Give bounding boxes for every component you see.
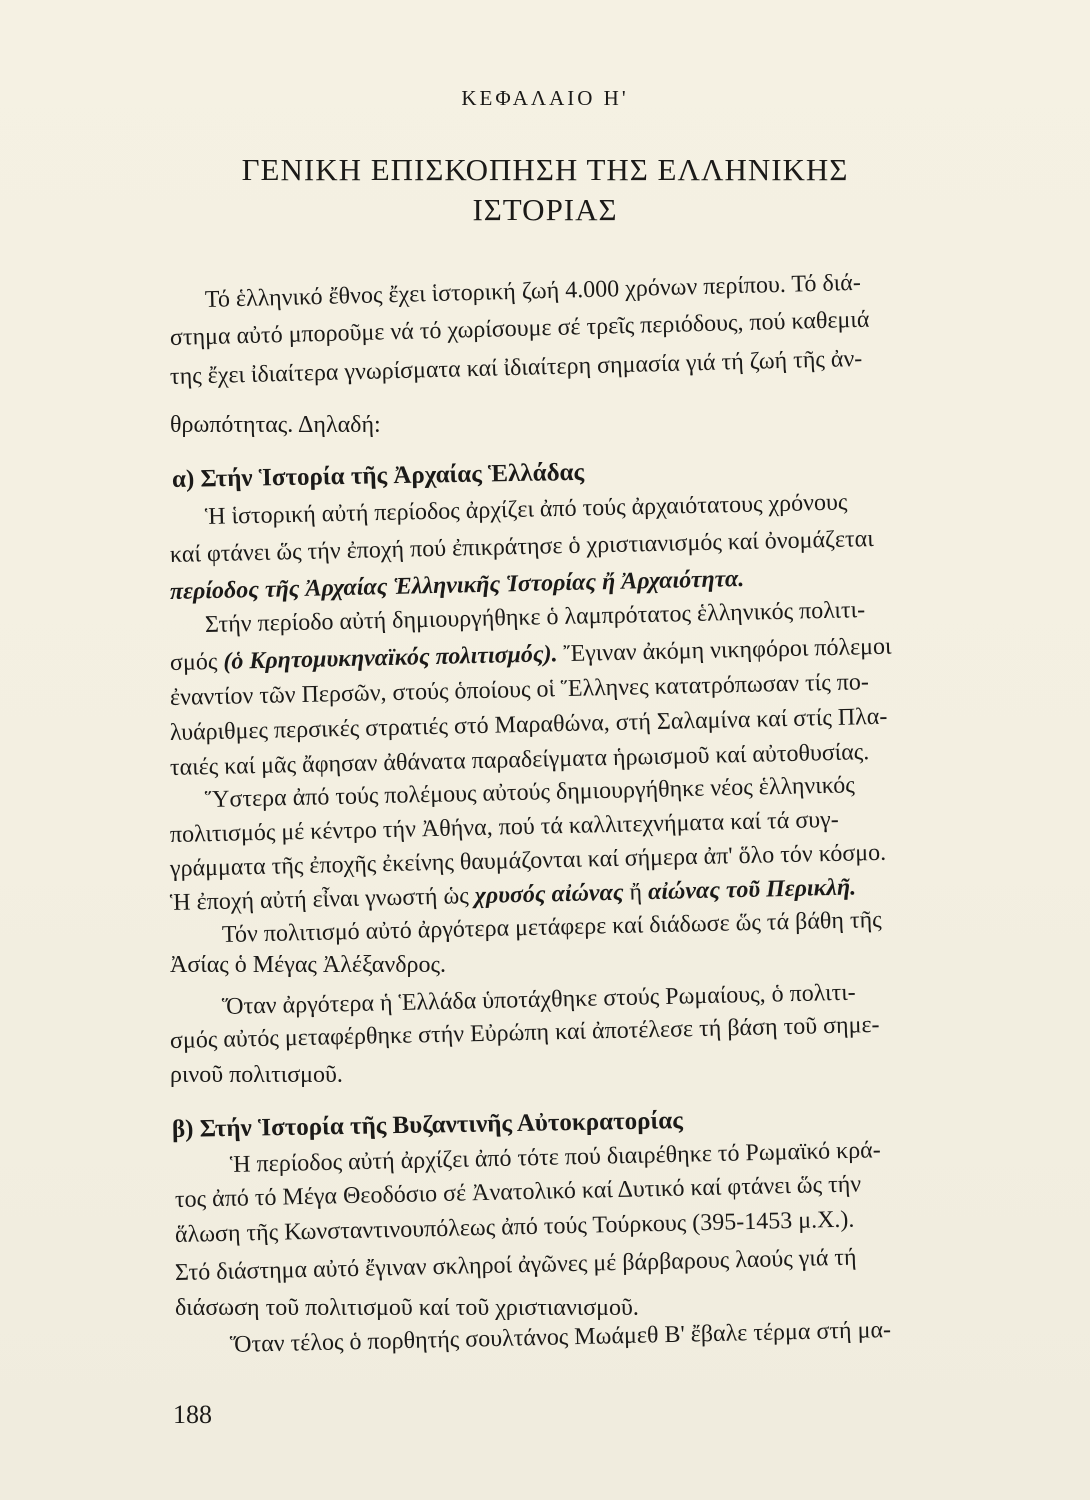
- emphasis-text: αἰώνας τοῦ Περικλῆ.: [647, 874, 857, 906]
- intro-line: της ἔχει ἰδιαίτερα γνωρίσματα καί ἰδιαίτερη σημασία γιά τή ζωή τῆς ἀν-: [169, 345, 863, 390]
- section-b-line: τος ἀπό τό Μέγα Θεοδόσιο σέ Ἀνατολικό καί Δυτικό καί φτάνει ὥς τήν: [174, 1171, 862, 1213]
- section-b-line: διάσωση τοῦ πολιτισμοῦ καί τοῦ χριστιανισμοῦ.: [175, 1295, 639, 1321]
- chapter-title-line-2: ΙΣΤΟΡΙΑΣ: [472, 192, 618, 227]
- section-b-title: β) Στήν Ἱστορία τῆς Βυζαντινῆς Αὐτοκρατορίας: [171, 1107, 683, 1143]
- section-b-line: Στό διάστημα αὐτό ἔγιναν σκληροί ἀγῶνες μέ βάρβαρους λαούς γιά τή: [174, 1244, 857, 1286]
- section-a-line: ταιές καί μᾶς ἄφησαν ἀθάνατα παραδείγματα ἡρωισμοῦ καί αὐτοθυσίας.: [169, 739, 870, 781]
- section-a-line: ρινοῦ πολιτισμοῦ.: [170, 1062, 343, 1088]
- page-number: 188: [173, 1400, 212, 1429]
- emphasis-text: χρυσός αἰώνας: [474, 879, 624, 910]
- chapter-title: [0, 150, 1090, 230]
- chapter-label: ΚΕΦΑΛΑΙΟ Η': [461, 86, 629, 110]
- section-a-line: Ὅταν ἀργότερα ἡ Ἑλλάδα ὑποτάχθηκε στούς Ρωμαίους, ὁ πολιτι-: [221, 979, 856, 1020]
- text-run: Ἡ ἐποχή αὐτή εἶναι γνωστή ὡς: [169, 883, 475, 916]
- section-a-line: σμός αὐτός μεταφέρθηκε στήν Εὐρώπη καί ἀποτέλεσε τή βάση τοῦ σημε-: [169, 1011, 880, 1054]
- section-a-line: Τόν πολιτισμό αὐτό ἀργότερα μετάφερε καί διάδωσε ὥς τά βάθη τῆς: [221, 907, 882, 948]
- section-a-line: Στήν περίοδο αὐτή δημιουργήθηκε ὁ λαμπρότατος ἑλληνικός πολιτι-: [204, 597, 866, 638]
- section-a-line: πολιτισμός μέ κέντρο τήν Ἀθήνα, πού τά καλλιτεχνήματα καί τά συγ-: [169, 806, 839, 848]
- section-a-line: καί φτάνει ὥς τήν ἐποχή πού ἐπικράτησε ὁ χριστιανισμός καί ὀνομάζεται: [169, 526, 874, 568]
- section-b-line: Ἡ περίοδος αὐτή ἀρχίζει ἀπό τότε πού διαιρέθηκε τό Ρωμαϊκό κρά-: [229, 1137, 882, 1178]
- intro-line: στημα αὐτό μποροῦμε νά τό χωρίσουμε σέ τρεῖς περιόδους, πού καθεμιά: [169, 306, 870, 351]
- section-a-line: Ἀσίας ὁ Μέγας Ἀλέξανδρος.: [170, 952, 446, 978]
- section-a-line: ἐναντίον τῶν Περσῶν, στούς ὁποίους οἱ Ἕλληνες κατατρόπωσαν τίς πο-: [169, 669, 870, 711]
- section-a-line: Ἡ ἱστορική αὐτή περίοδος ἀρχίζει ἀπό τούς ἀρχαιότατους χρόνους: [204, 489, 848, 530]
- section-a-emphasis-line: περίοδος τῆς Ἀρχαίας Ἑλληνικῆς Ἱστορίας ἤ Ἀρχαιότητα.: [169, 565, 745, 605]
- section-a-line: λυάριθμες περσικές στρατιές στό Μαραθώνα, στή Σαλαμίνα καί στίς Πλα-: [169, 703, 888, 746]
- intro-line: Τό ἑλληνικό ἔθνος ἔχει ἱστορική ζωή 4.000 χρόνων περίπου. Τό διά-: [204, 269, 862, 313]
- text-run: σμός: [169, 648, 224, 676]
- intro-line: θρωπότητας. Δηλαδή:: [170, 412, 381, 438]
- emphasis-text: (ὁ Κρητομυκηναϊκός πολιτισμός).: [223, 641, 558, 675]
- text-run: ἤ: [623, 879, 649, 906]
- chapter-title-line-1: ΓΕΝΙΚΗ ΕΠΙΣΚΟΠΗΣΗ ΤΗΣ ΕΛΛΗΝΙΚΗΣ: [241, 152, 849, 187]
- text-run: Ἔγιναν ἀκόμη νικηφόροι πόλεμοι: [557, 633, 892, 668]
- section-b-line: Ὅταν τέλος ὁ πορθητής σουλτάνος Μωάμεθ Β' ἔβαλε τέρμα στή μα-: [229, 1317, 892, 1358]
- section-a-line: γράμματα τῆς ἐποχῆς ἐκείνης θαυμάζονται καί σήμερα ἀπ' ὅλο τόν κόσμο.: [169, 839, 887, 882]
- section-b-line: ἅλωση τῆς Κωνσταντινουπόλεως ἀπό τούς Τούρκους (395-1453 μ.Χ.).: [174, 1206, 855, 1248]
- section-a-title: α) Στήν Ἱστορία τῆς Ἀρχαίας Ἑλλάδας: [171, 458, 585, 493]
- section-a-line: Ὕστερα ἀπό τούς πολέμους αὐτούς δημιουργήθηκε νέος ἑλληνικός: [204, 772, 856, 813]
